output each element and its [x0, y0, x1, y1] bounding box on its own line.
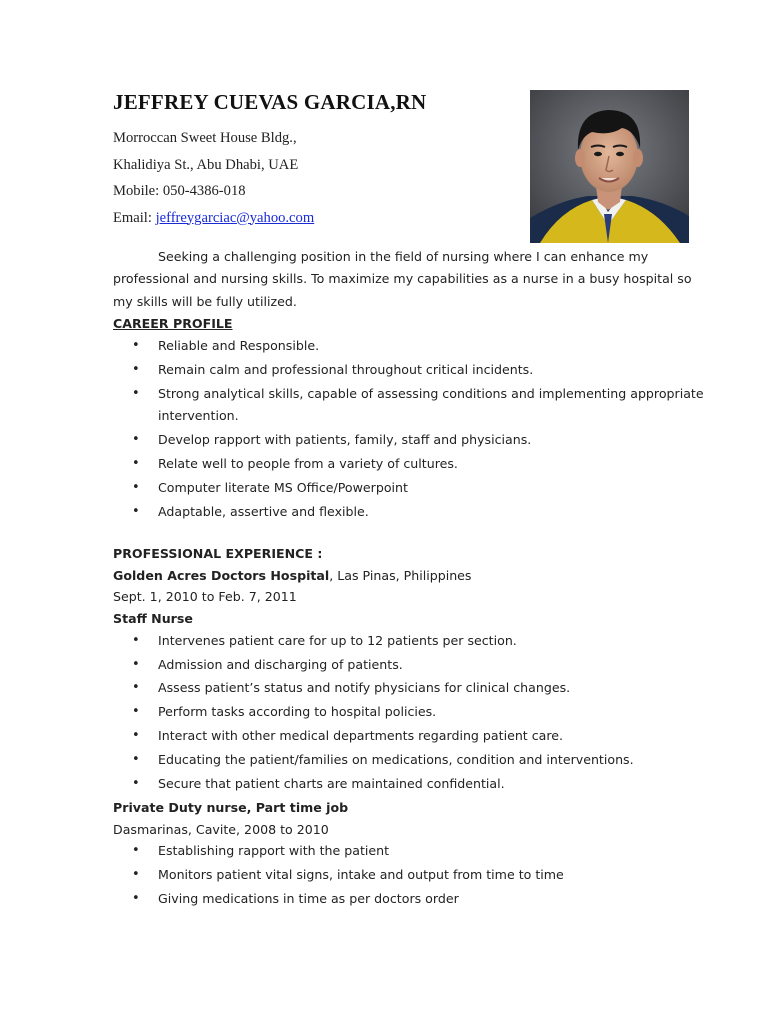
bullet-icon: •	[132, 775, 140, 791]
job1-employer-line	[113, 565, 713, 587]
list-item	[113, 701, 713, 724]
list-item-text: Computer literate MS Office/Powerpoint	[158, 479, 408, 495]
list-item-text: Strong analytical skills, capable of assessing conditions and implementing appropriate intervention.	[158, 385, 704, 424]
address-line-2: Khalidiya St., Abu Dhabi, UAE	[113, 156, 299, 173]
mobile-number: Mobile: 050-4386-018	[113, 183, 246, 199]
list-item	[113, 840, 713, 863]
bullet-icon: •	[132, 455, 140, 471]
bullet-icon: •	[132, 632, 140, 648]
list-item-text: Interact with other medical departments regarding patient care.	[158, 728, 564, 744]
list-item	[113, 383, 713, 428]
bullet-icon: •	[132, 752, 140, 768]
list-item-text: Assess patient’s status and notify physicians for clinical changes.	[158, 680, 571, 696]
list-item-text: Intervenes patient care for up to 12 patients per section.	[158, 632, 517, 648]
applicant-name: JEFFREY CUEVAS GARCIA,RN	[113, 90, 427, 114]
list-item	[113, 335, 713, 358]
job1-title: Staff Nurse	[113, 610, 193, 626]
job2-duties-list	[113, 840, 713, 910]
email-label: Email:	[113, 209, 156, 226]
bullet-icon: •	[132, 337, 140, 353]
career-profile-heading: CAREER PROFILE	[113, 315, 233, 331]
bullet-icon: •	[132, 891, 140, 907]
list-item-text: Develop rapport with patients, family, staff and physicians.	[158, 432, 532, 448]
experience-heading: PROFESSIONAL EXPERIENCE :	[113, 545, 323, 561]
contact-block	[113, 125, 314, 231]
bullet-icon: •	[132, 843, 140, 859]
bullet-icon: •	[132, 385, 140, 401]
job2-title: Private Duty nurse, Part time job	[113, 799, 349, 815]
bullet-icon: •	[132, 503, 140, 519]
list-item	[113, 359, 713, 382]
address-line-1: Morroccan Sweet House Bldg.,	[113, 130, 297, 146]
list-item	[113, 749, 713, 772]
job1-location: , Las Pinas, Philippines	[329, 567, 472, 583]
bullet-icon: •	[132, 728, 140, 744]
list-item-text: Educating the patient/families on medications, condition and interventions.	[158, 752, 634, 768]
list-item	[113, 888, 713, 911]
list-item	[113, 630, 713, 653]
list-item	[113, 429, 713, 452]
list-item-text: Adaptable, assertive and flexible.	[158, 503, 369, 519]
objective-paragraph: Seeking a challenging position in the field of nursing where I can enhance my professional and nursing skills. To maximize my capabilities as a nurse in a busy hospital so my skills will be fully utilized.	[113, 249, 692, 309]
email-link[interactable]: jeffreygarciac@yahoo.com	[155, 209, 315, 226]
list-item-text: Perform tasks according to hospital policies.	[158, 704, 437, 720]
list-item-text: Establishing rapport with the patient	[158, 843, 390, 859]
list-item	[113, 501, 713, 524]
bullet-icon: •	[132, 867, 140, 883]
resume-body	[113, 246, 713, 912]
list-item	[113, 773, 713, 796]
list-item-text: Giving medications in time as per doctors order	[158, 891, 459, 907]
list-item-text: Remain calm and professional throughout critical incidents.	[158, 361, 534, 377]
list-item-text: Secure that patient charts are maintained confidential.	[158, 775, 505, 791]
list-item	[113, 864, 713, 887]
bullet-icon: •	[132, 432, 140, 448]
bullet-icon: •	[132, 680, 140, 696]
email-line	[113, 205, 314, 232]
job1-dates: Sept. 1, 2010 to Feb. 7, 2011	[113, 589, 297, 605]
list-item	[113, 725, 713, 748]
bullet-icon: •	[132, 704, 140, 720]
bullet-icon: •	[132, 656, 140, 672]
list-item-text: Relate well to people from a variety of cultures.	[158, 455, 458, 471]
bullet-icon: •	[132, 361, 140, 377]
job2-location-dates: Dasmarinas, Cavite, 2008 to 2010	[113, 821, 329, 837]
list-item-text: Monitors patient vital signs, intake and output from time to time	[158, 867, 564, 883]
list-item-text: Reliable and Responsible.	[158, 337, 320, 353]
job1-employer: Golden Acres Doctors Hospital	[113, 567, 330, 583]
profile-photo-graphic	[530, 90, 689, 243]
profile-photo	[530, 90, 689, 243]
list-item	[113, 453, 713, 476]
career-profile-list	[113, 335, 713, 523]
job1-duties-list	[113, 630, 713, 796]
bullet-icon: •	[132, 479, 140, 495]
list-item	[113, 654, 713, 677]
list-item-text: Admission and discharging of patients.	[158, 656, 403, 672]
list-item	[113, 477, 713, 500]
list-item	[113, 677, 713, 700]
